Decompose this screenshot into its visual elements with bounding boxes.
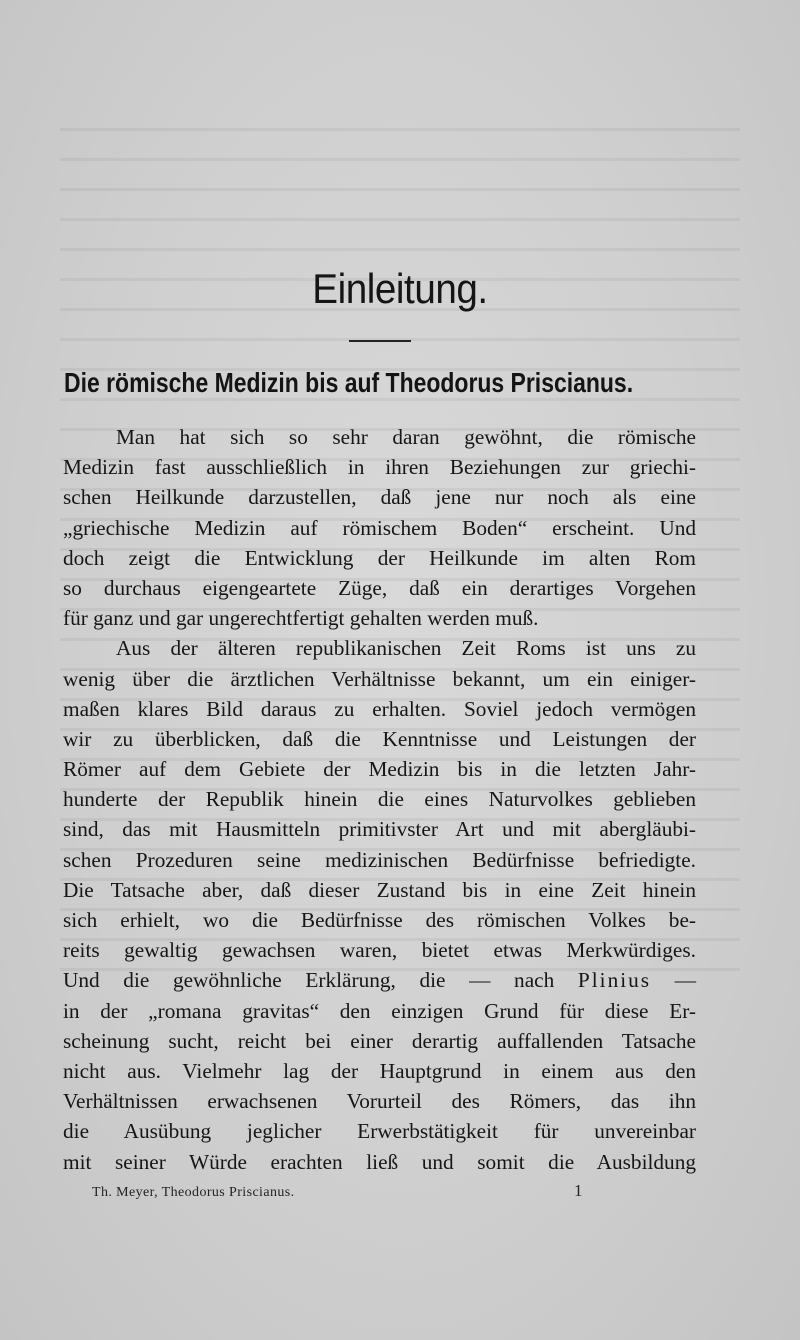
text-line: in der „romana gravitas“ den einzigen Grund für diese Er-	[63, 998, 696, 1023]
author-name-plinius: Plinius	[577, 968, 652, 993]
text-line: wir zu überblicken, daß die Kenntnisse und Leistungen der	[63, 726, 696, 751]
chapter-title: Einleitung.	[312, 265, 488, 312]
text-line: schen Heilkunde darzustellen, daß jene nur noch als eine	[63, 485, 696, 510]
text-line: Medizin fast ausschließlich in ihren Beziehungen zur griechi-	[63, 455, 696, 480]
text-line: für ganz und gar ungerechtfertigt gehalten werden muß.	[63, 606, 539, 631]
text-line: Verhältnissen erwachsenen Vorurteil des Römers, das ihn	[63, 1089, 696, 1114]
text-line: Römer auf dem Gebiete der Medizin bis in die letzten Jahr-	[63, 757, 696, 782]
text-line: wenig über die ärztlichen Verhältnisse bekannt, um ein einiger-	[63, 666, 696, 691]
footer-signature: Th. Meyer, Theodorus Priscianus.	[92, 1185, 295, 1200]
text-line: sich erhielt, wo die Bedürfnisse des römischen Volkes be-	[63, 908, 696, 932]
text-line: hunderte der Republik hinein die eines Naturvolkes geblieben	[63, 787, 696, 812]
line-fragment: —	[674, 968, 696, 993]
text-line: die Ausübung jeglicher Erwerbstätigkeit für unvereinbar	[63, 1119, 696, 1144]
section-heading: Die römische Medizin bis auf Theodorus Priscianus.	[64, 367, 634, 398]
body-text	[63, 422, 696, 1177]
text-line: so durchaus eigengeartete Züge, daß ein derartiges Vorgehen	[63, 575, 696, 600]
text-line: mit seiner Würde erachten ließ und somit die Ausbildung	[63, 1149, 696, 1174]
text-line: sind, das mit Hausmitteln primitivster Art und mit abergläubi-	[63, 817, 696, 842]
line-fragment: Und die gewöhnliche Erklärung, die — nach	[63, 968, 555, 993]
text-line: schen Prozeduren seine medizinischen Bedürfnisse befriedigte.	[63, 847, 696, 872]
text-line: doch zeigt die Entwicklung der Heilkunde im alten Rom	[63, 545, 696, 570]
text-line-with-name	[63, 965, 696, 995]
text-line: Aus der älteren republikanischen Zeit Roms ist uns zu	[116, 636, 696, 661]
text-line: reits gewaltig gewachsen waren, bietet etwas Merkwürdiges.	[63, 938, 696, 963]
text-line: Die Tatsache aber, daß dieser Zustand bis in eine Zeit hinein	[63, 877, 696, 902]
text-line: scheinung sucht, reicht bei einer derartig auffallenden Tatsache	[63, 1028, 696, 1053]
text-line: Man hat sich so sehr daran gewöhnt, die römische	[116, 425, 696, 449]
text-line: maßen klares Bild daraus zu erhalten. Soviel jedoch vermögen	[63, 696, 696, 721]
title-rule	[349, 340, 411, 342]
page-number: 1	[574, 1181, 583, 1200]
text-line: „griechische Medizin auf römischem Boden“ erscheint. Und	[63, 515, 696, 540]
text-line: nicht aus. Vielmehr lag der Hauptgrund in einem aus den	[63, 1058, 696, 1083]
